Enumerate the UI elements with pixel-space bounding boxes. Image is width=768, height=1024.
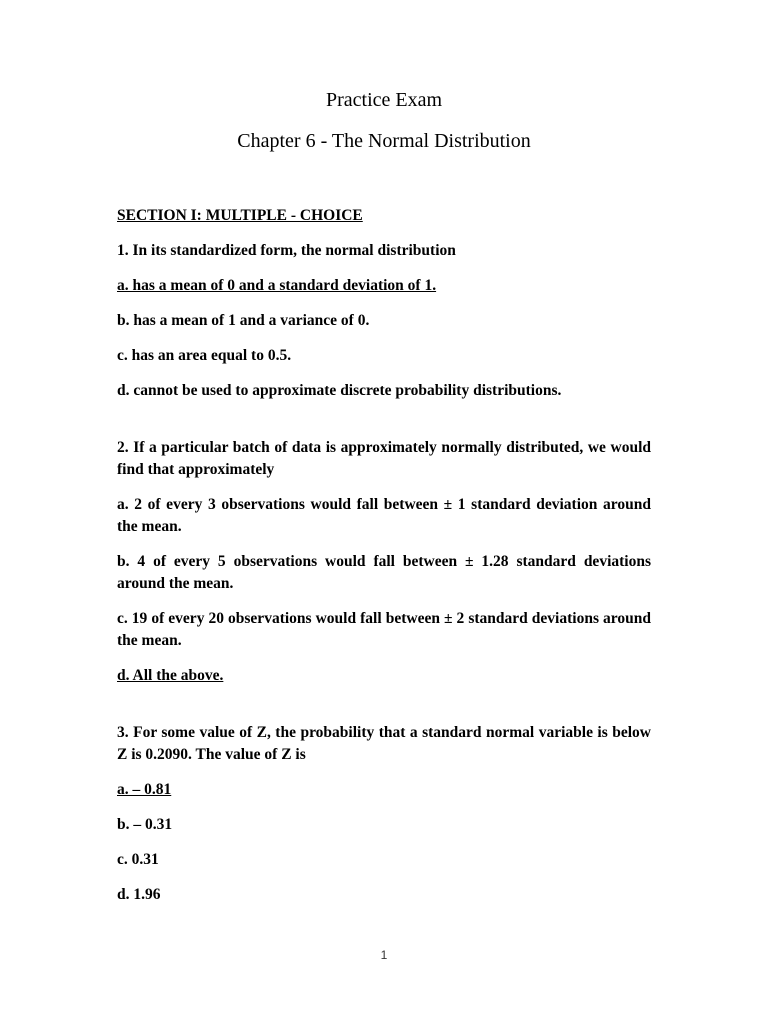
question-1-option-c: c. has an area equal to 0.5. [117, 347, 292, 364]
question-1-stem: 1. In its standardized form, the normal distribution [117, 242, 456, 259]
question-3-stem: 3. For some value of Z, the probability that a standard normal variable is below Z is 0.2090. The value of Z is [117, 724, 651, 763]
question-spacer [117, 687, 651, 722]
exam-title: Practice Exam [325, 89, 443, 111]
question-3-option-a: a. – 0.81 [117, 781, 172, 798]
question-1-option-a: a. has a mean of 0 and a standard deviation of 1. [117, 277, 437, 294]
question-2-option-c: c. 19 of every 20 observations would fall between ± 2 standard deviations around the mean. [117, 610, 651, 649]
question-3-option-c: c. 0.31 [117, 851, 159, 868]
question-2-option-a: a. 2 of every 3 observations would fall between ± 1 standard deviation around the mean. [117, 496, 651, 535]
question-2-option-b: b. 4 of every 5 observations would fall between ± 1.28 standard deviations around the mean. [117, 553, 651, 592]
section-heading: SECTION I: MULTIPLE - CHOICE [117, 207, 363, 224]
chapter-title: Chapter 6 - The Normal Distribution [237, 130, 531, 152]
question-2-option-d: d. All the above. [117, 667, 224, 684]
question-3-option-d: d. 1.96 [117, 886, 161, 903]
question-2-stem: 2. If a particular batch of data is approximately normally distributed, we would find that approximately [117, 439, 651, 478]
question-3-option-b: b. – 0.31 [117, 816, 173, 833]
exam-content [117, 205, 651, 906]
question-1-option-b: b. has a mean of 1 and a variance of 0. [117, 312, 370, 329]
question-1-option-d: d. cannot be used to approximate discrete probability distributions. [117, 382, 562, 399]
page-number: 1 [380, 948, 388, 962]
question-spacer [117, 402, 651, 437]
